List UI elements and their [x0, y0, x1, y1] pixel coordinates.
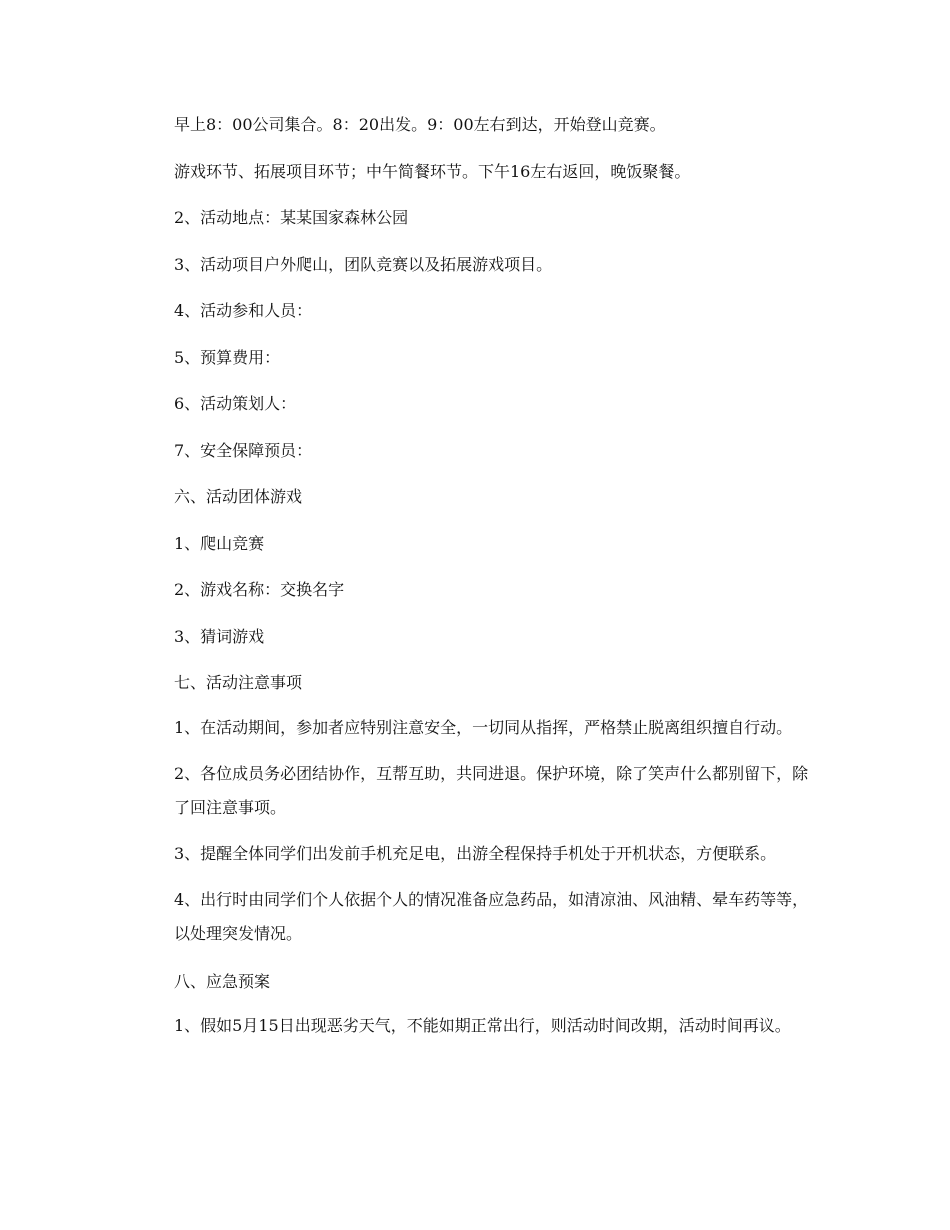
paragraph-location: 2、活动地点：某某国家森林公园 [174, 208, 409, 227]
section-heading-notes: 七、活动注意事项 [174, 673, 303, 692]
paragraph-note-1: 1、在活动期间，参加者应特别注意安全，一切同从指挥，严格禁止脱离组织擅自行动。 [174, 717, 793, 737]
paragraph-budget: 5、预算费用： [174, 347, 281, 367]
paragraph-game-2: 2、游戏名称：交换名字 [174, 580, 345, 599]
paragraph-game-1: 1、爬山竞赛 [174, 533, 265, 553]
section-heading-group-games: 六、活动团体游戏 [174, 487, 303, 506]
paragraph-schedule-afternoon: 游戏环节、拓展项目环节；中午简餐环节。下午16左右返回，晚饭聚餐。 [174, 161, 691, 181]
paragraph-participants: 4、活动参和人员： [174, 301, 313, 320]
paragraph-game-3: 3、猜词游戏 [174, 626, 265, 646]
paragraph-schedule-morning: 早上8：00公司集合。8：20出发。9：00左右到达，开始登山竞赛。 [174, 115, 666, 134]
paragraph-note-4: 4、出行时由同学们个人依据个人的情况准备应急药品，如清凉油、风油精、晕车药等等，以处理突发情况。 [174, 889, 809, 943]
paragraph-note-3: 3、提醒全体同学们出发前手机充足电，出游全程保持手机处于开机状态，方便联系。 [174, 843, 777, 863]
paragraph-activities: 3、活动项目户外爬山，团队竞赛以及拓展游戏项目。 [174, 254, 553, 274]
paragraph-note-2: 2、各位成员务必团结协作，互帮互助，共同进退。保护环境，除了笑声什么都别留下，除了回注意事项。 [174, 763, 809, 817]
section-heading-emergency: 八、应急预案 [174, 971, 271, 991]
paragraph-emergency-1: 1、假如5月15日出现恶劣天气，不能如期正常出行，则活动时间改期，活动时间再议。 [174, 1016, 791, 1035]
paragraph-planner: 6、活动策划人： [174, 394, 297, 413]
document-body [174, 106, 814, 1055]
paragraph-safety-staff: 7、安全保障预员： [174, 440, 313, 460]
